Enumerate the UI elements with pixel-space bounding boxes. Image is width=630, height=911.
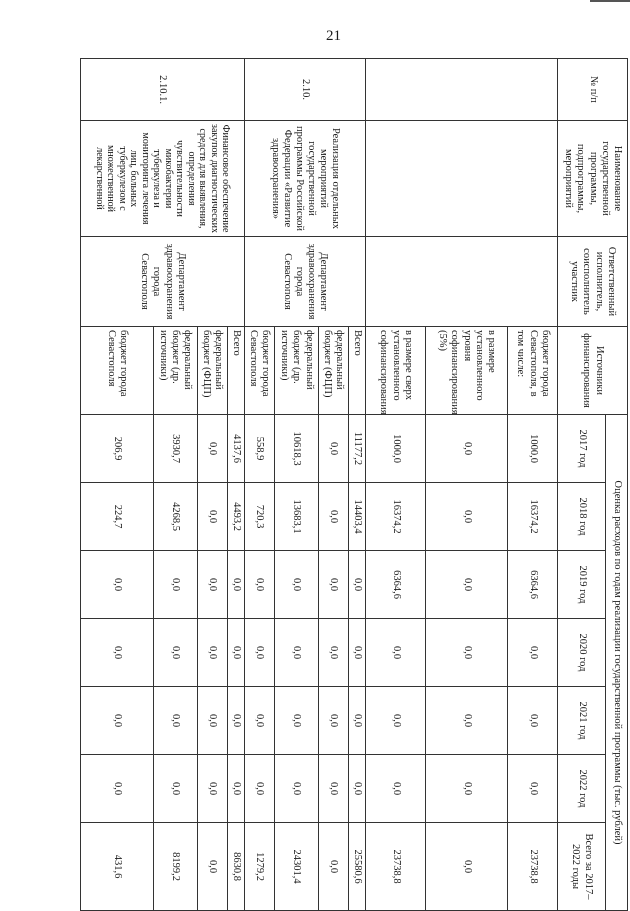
- value-cell: 0,0: [81, 755, 154, 823]
- header-executor: Ответственный исполнитель, соисполнитель участник: [558, 237, 628, 327]
- value-cell: 0,0: [426, 551, 508, 619]
- value-cell: 0,0: [197, 755, 227, 823]
- value-cell: 16374,2: [366, 483, 426, 551]
- total-cell: 1279,2: [244, 823, 274, 911]
- value-cell: 0,0: [318, 619, 348, 687]
- table-rotation-wrapper: [80, 58, 628, 900]
- rotated-table-area: [80, 58, 628, 900]
- value-cell: 0,0: [508, 687, 558, 755]
- executor-cell: [366, 237, 558, 327]
- value-cell: 0,0: [81, 619, 154, 687]
- value-cell: 0,0: [348, 551, 365, 619]
- total-cell: 24301,4: [274, 823, 318, 911]
- value-cell: 0,0: [227, 619, 244, 687]
- value-cell: 0,0: [197, 687, 227, 755]
- value-cell: 0,0: [244, 755, 274, 823]
- value-cell: 0,0: [197, 551, 227, 619]
- value-cell: 0,0: [153, 687, 197, 755]
- num-cell: 2.10.: [244, 59, 365, 121]
- header-total: Всего за 2017–2022 годы: [558, 823, 606, 911]
- top-rule: [590, 0, 630, 2]
- value-cell: 4137,6: [227, 415, 244, 483]
- header-year: 2020 год: [558, 619, 606, 687]
- value-cell: 0,0: [426, 687, 508, 755]
- value-cell: 0,0: [81, 687, 154, 755]
- total-cell: 8630,8: [227, 823, 244, 911]
- source-cell: бюджет города Севастополя: [244, 327, 274, 415]
- value-cell: 0,0: [197, 483, 227, 551]
- source-cell: федеральный бюджет (ФЦП): [318, 327, 348, 415]
- value-cell: 0,0: [244, 619, 274, 687]
- value-cell: 11177,2: [348, 415, 365, 483]
- executor-cell: Департамент здравоохранения города Севастополя: [244, 237, 365, 327]
- value-cell: 558,9: [244, 415, 274, 483]
- total-cell: 23738,8: [366, 823, 426, 911]
- total-cell: 431,6: [81, 823, 154, 911]
- value-cell: 0,0: [426, 755, 508, 823]
- source-cell: в размере установленного уровня софинансирования (5%): [426, 327, 508, 415]
- value-cell: 0,0: [348, 619, 365, 687]
- value-cell: 0,0: [318, 415, 348, 483]
- header-name: Наименование государственной программы, подпрограммы, мероприятий: [558, 121, 628, 237]
- value-cell: 0,0: [366, 687, 426, 755]
- budget-table: [80, 58, 628, 911]
- name-cell: Реализация отдельных мероприятий государственной программы Российской Федерации «Развитие здравоохранения»: [244, 121, 365, 237]
- value-cell: 0,0: [81, 551, 154, 619]
- source-cell: федеральный бюджет (др. источники): [274, 327, 318, 415]
- header-year: 2021 год: [558, 687, 606, 755]
- header-year: 2019 год: [558, 551, 606, 619]
- value-cell: 1000,0: [508, 415, 558, 483]
- value-cell: 0,0: [274, 687, 318, 755]
- value-cell: 3930,7: [153, 415, 197, 483]
- header-year: 2017 год: [558, 415, 606, 483]
- value-cell: 0,0: [274, 755, 318, 823]
- value-cell: 0,0: [508, 619, 558, 687]
- value-cell: 0,0: [244, 551, 274, 619]
- value-cell: 224,7: [81, 483, 154, 551]
- value-cell: 0,0: [153, 551, 197, 619]
- value-cell: 0,0: [227, 755, 244, 823]
- header-sources: Источники финансирования: [558, 327, 628, 415]
- value-cell: 10618,3: [274, 415, 318, 483]
- value-cell: 0,0: [508, 755, 558, 823]
- header-year: 2022 год: [558, 755, 606, 823]
- value-cell: 4493,2: [227, 483, 244, 551]
- value-cell: 0,0: [318, 551, 348, 619]
- value-cell: 0,0: [366, 755, 426, 823]
- total-cell: 25580,6: [348, 823, 365, 911]
- value-cell: 0,0: [426, 483, 508, 551]
- value-cell: 0,0: [244, 687, 274, 755]
- value-cell: 4268,5: [153, 483, 197, 551]
- value-cell: 0,0: [318, 483, 348, 551]
- value-cell: 0,0: [227, 551, 244, 619]
- value-cell: 13683,1: [274, 483, 318, 551]
- total-cell: 0,0: [197, 823, 227, 911]
- value-cell: 0,0: [153, 619, 197, 687]
- value-cell: 6364,6: [366, 551, 426, 619]
- page-number: 21: [326, 28, 341, 44]
- source-cell: в размере сверх установленного софинансирования: [366, 327, 426, 415]
- total-cell: 0,0: [426, 823, 508, 911]
- value-cell: 0,0: [348, 755, 365, 823]
- source-cell: федеральный бюджет (др. источники): [153, 327, 197, 415]
- value-cell: 0,0: [274, 619, 318, 687]
- header-num: № п/п: [558, 59, 628, 121]
- value-cell: 720,3: [244, 483, 274, 551]
- name-cell: Финансовое обеспечение закупок диагностических средств для выявления, определения чувствительности микобактерии туберкулеза и мониторинга лечения лиц, больных туберкулезом с множественной лекарственной: [81, 121, 245, 237]
- total-cell: 23738,8: [508, 823, 558, 911]
- total-cell: 8199,2: [153, 823, 197, 911]
- value-cell: 1000,0: [366, 415, 426, 483]
- header-year: 2018 год: [558, 483, 606, 551]
- value-cell: 0,0: [274, 551, 318, 619]
- table-row: [348, 59, 365, 911]
- header-estimate: Оценка расходов по годам реализации государственной программы (тыс. рублей): [606, 415, 628, 911]
- value-cell: 14403,4: [348, 483, 365, 551]
- value-cell: 0,0: [153, 755, 197, 823]
- value-cell: 0,0: [197, 619, 227, 687]
- value-cell: 0,0: [227, 687, 244, 755]
- value-cell: 0,0: [318, 755, 348, 823]
- value-cell: 0,0: [197, 415, 227, 483]
- source-cell: федеральный бюджет (ФЦП): [197, 327, 227, 415]
- num-cell: [366, 59, 558, 121]
- source-cell: Всего: [227, 327, 244, 415]
- executor-cell: Департамент здравоохранения города Севастополя: [81, 237, 245, 327]
- table-row: [508, 59, 558, 911]
- value-cell: 6364,6: [508, 551, 558, 619]
- value-cell: 206,9: [81, 415, 154, 483]
- source-cell: бюджет города Севастополя, в том числе:: [508, 327, 558, 415]
- total-cell: 0,0: [318, 823, 348, 911]
- table-row: [227, 59, 244, 911]
- value-cell: 0,0: [426, 415, 508, 483]
- value-cell: 0,0: [366, 619, 426, 687]
- source-cell: бюджет города Севастополя: [81, 327, 154, 415]
- value-cell: 0,0: [318, 687, 348, 755]
- num-cell: 2.10.1.: [81, 59, 245, 121]
- name-cell: [366, 121, 558, 237]
- value-cell: 0,0: [348, 687, 365, 755]
- value-cell: 16374,2: [508, 483, 558, 551]
- value-cell: 0,0: [426, 619, 508, 687]
- source-cell: Всего: [348, 327, 365, 415]
